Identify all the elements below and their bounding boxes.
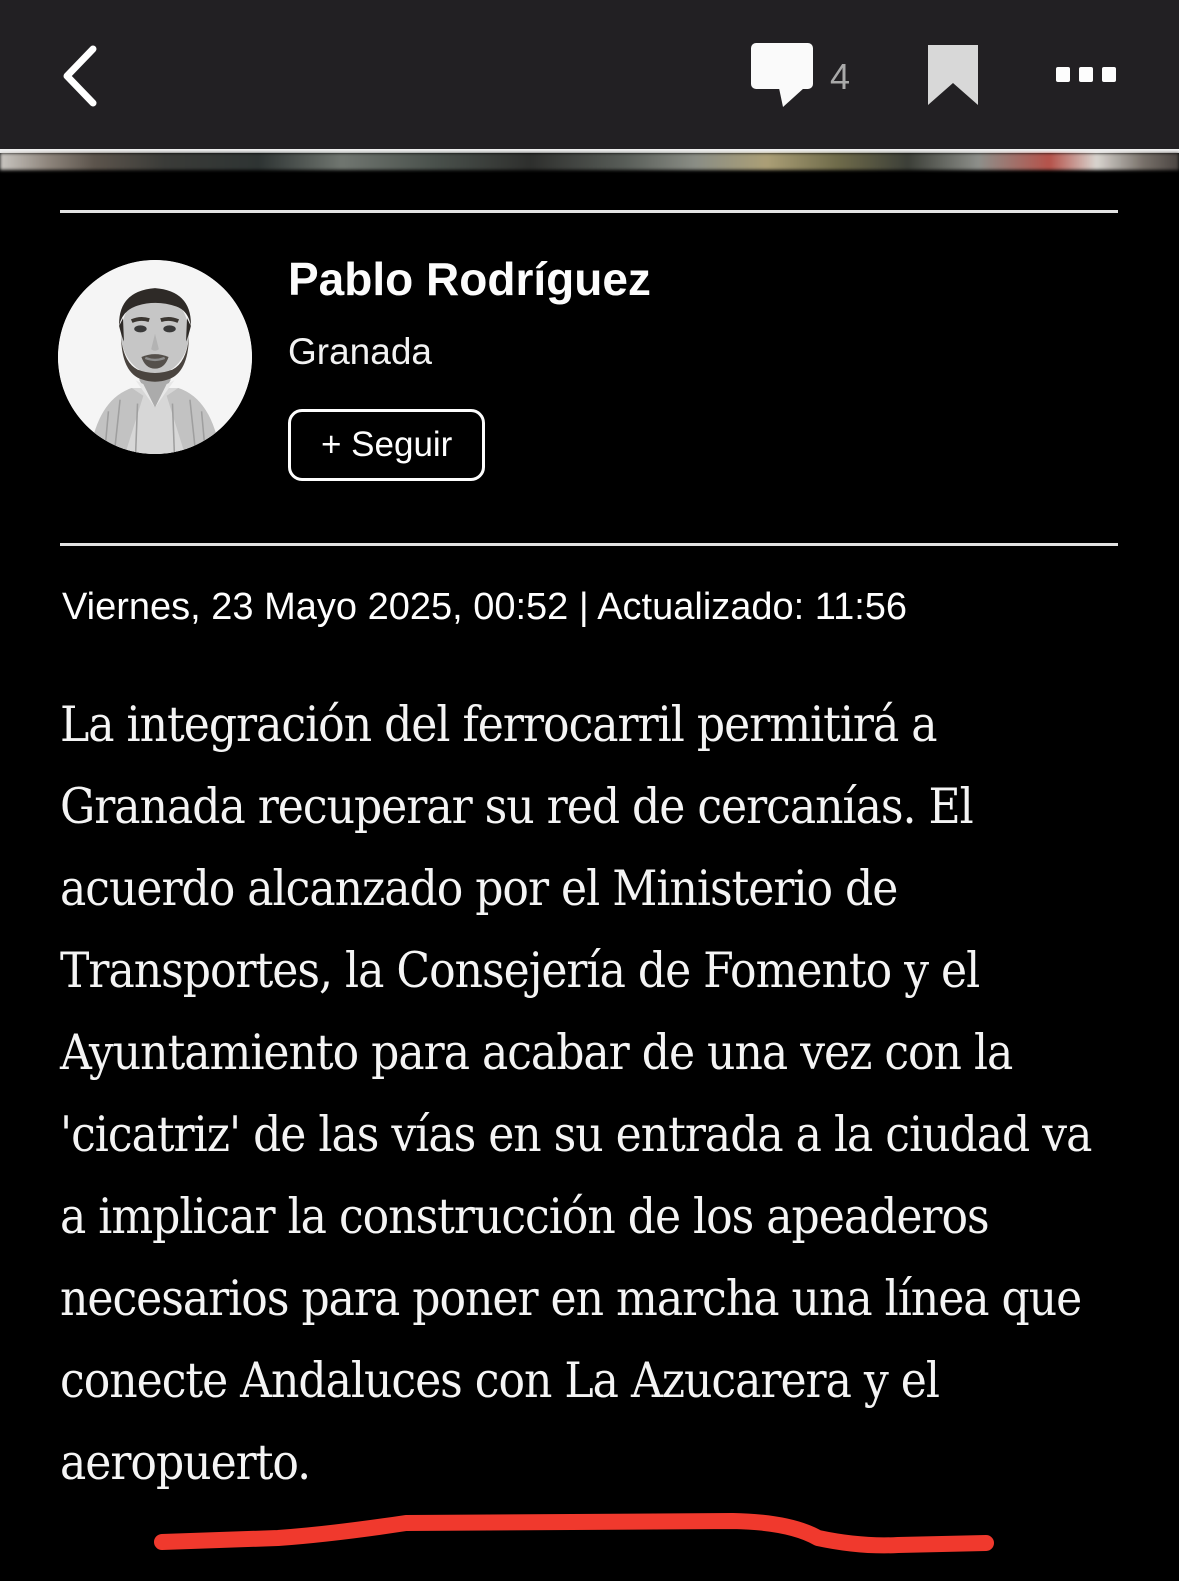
bookmark-button[interactable]: [928, 45, 978, 105]
back-button[interactable]: [60, 44, 100, 108]
divider: [60, 543, 1118, 546]
author-info: [288, 252, 651, 481]
red-underline-annotation: [148, 1496, 1008, 1560]
article-lead-paragraph: La integración del ferrocarril permitirá a Granada recuperar su red de cercanías. El acuerdo alcanzado por el Ministerio de Transportes, la Consejería de Fomento y el Ayuntamiento para acabar de una vez con la 'cicatriz' de las vías en su entrada a la ciudad va a implicar la construcción de los apeaderos necesarios para poner en marcha una línea que conecte Andaluces con La Azucarera y el aeropuerto.: [60, 696, 1092, 1491]
author-location: Granada: [288, 331, 432, 373]
blurred-photo-strip: [0, 153, 1179, 170]
bookmark-icon: [928, 45, 978, 105]
topbar-actions: [750, 0, 1117, 149]
avatar[interactable]: [58, 260, 252, 454]
ellipsis-icon: [1056, 67, 1117, 82]
article-image-edge: [0, 149, 1179, 171]
top-bar: [0, 0, 1179, 149]
comments-button[interactable]: [750, 42, 850, 108]
follow-button-label: + Seguir: [321, 425, 453, 465]
author-name[interactable]: Pablo Rodríguez: [288, 253, 651, 305]
comments-count: 4: [829, 55, 850, 97]
author-portrait: [58, 260, 252, 454]
chevron-left-icon: [60, 44, 100, 108]
divider: [60, 210, 1118, 213]
more-options-button[interactable]: [1056, 67, 1117, 82]
follow-button[interactable]: [288, 409, 485, 481]
red-underline-stroke: [162, 1521, 986, 1545]
comment-bubble-icon: [750, 42, 814, 108]
article-dateline: Viernes, 23 Mayo 2025, 00:52 | Actualizado: 11:56: [62, 586, 908, 628]
